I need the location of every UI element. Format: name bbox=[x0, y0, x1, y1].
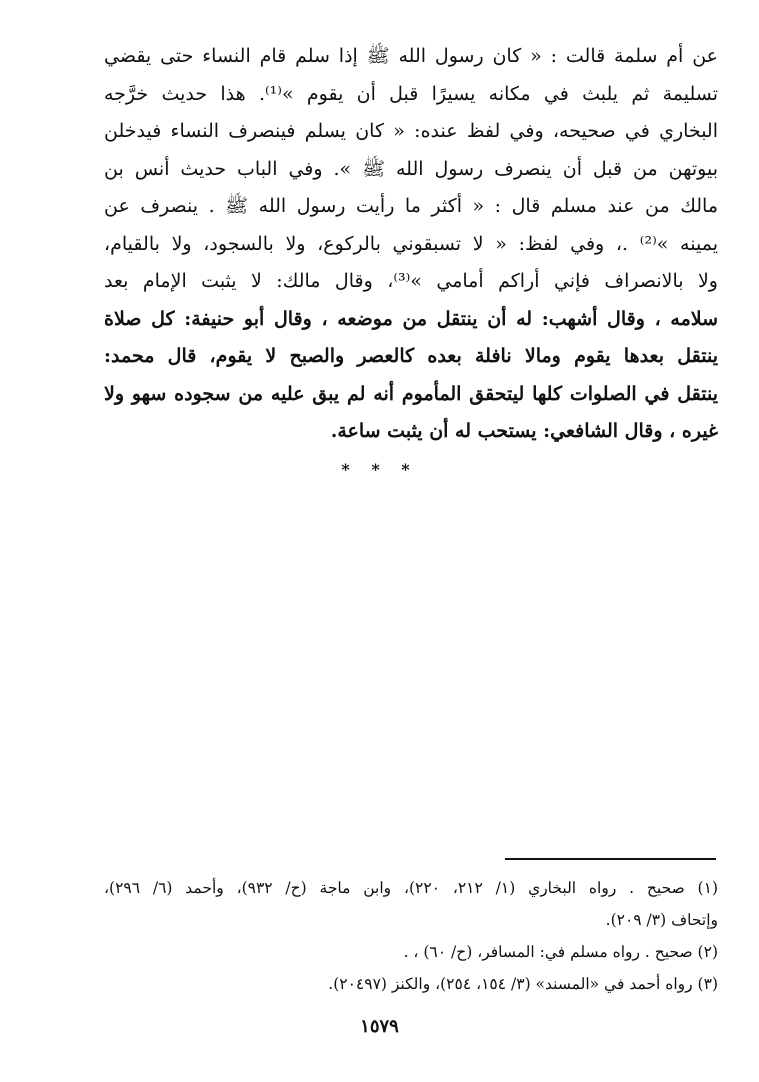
footnote-line: (٣) رواه أحمد في «المسند» (٣/ ١٥٤، ٢٥٤)، والكنز (٢٠٤٩٧). bbox=[328, 975, 718, 993]
footnote-line: وإتحاف (٣/ ٢٠٩). bbox=[605, 911, 718, 929]
footnote-line: (٢) صحيح . رواه مسلم في: المسافر، (ح/ ٦٠) ، . bbox=[403, 943, 718, 961]
text-line: بيوتهن من قبل أن ينصرف رسول الله ﷺ ». وفي الباب حديث أنس بن bbox=[104, 157, 718, 180]
text-line: مالك من عند مسلم قال : « أكثر ما رأيت رسول الله ﷺ . ينصرف عن bbox=[104, 195, 718, 217]
text-line: عن أم سلمة قالت : « كان رسول الله ﷺ إذا سلم قام النساء حتى يقضي bbox=[104, 45, 718, 67]
text-line: ينتقل بعدها يقوم ومالا نافلة بعده كالعصر والصبح لا يقوم، قال محمد: bbox=[104, 345, 718, 367]
text-line: غيره ، وقال الشافعي: يستحب له أن يثبت ساعة. bbox=[330, 420, 718, 442]
text-line: ولا بالانصراف فإني أراكم أمامي »⁽³⁾، وقال مالك: لا يثبت الإمام بعد bbox=[104, 270, 718, 292]
text-line: البخاري في صحيحه، وفي لفظ عنده: « كان يسلم فينصرف النساء فيدخلن bbox=[104, 120, 718, 142]
footnote-line: (١) صحيح . رواه البخاري (١/ ٢١٢، ٢٢٠)، وابن ماجة (ح/ ٩٣٢)، وأحمد (٦/ ٢٩٦)، bbox=[104, 879, 718, 897]
text-line: ينتقل في الصلوات كلها ليتحقق المأموم أنه لم يبق عليه من سجوده سهو ولا bbox=[104, 382, 718, 405]
text-line: تسليمة ثم يلبث في مكانه يسيرًا قبل أن يقوم »⁽¹⁾. هذا حديث خرَّجه bbox=[104, 82, 719, 105]
page-number: ١٥٧٩ bbox=[360, 1016, 399, 1037]
text-line: سلامه ، وقال أشهب: له أن ينتقل من موضعه ، وقال أبو حنيفة: كل صلاة bbox=[104, 307, 718, 330]
main-text-block bbox=[104, 38, 718, 451]
footnotes-block bbox=[104, 872, 718, 1000]
section-separator: * * * bbox=[341, 460, 418, 479]
footnote-divider bbox=[505, 858, 716, 860]
text-line: يمينه »⁽²⁾ .، وفي لفظ: « لا تسبقوني بالركوع، ولا بالسجود، ولا بالقيام، bbox=[104, 232, 718, 255]
